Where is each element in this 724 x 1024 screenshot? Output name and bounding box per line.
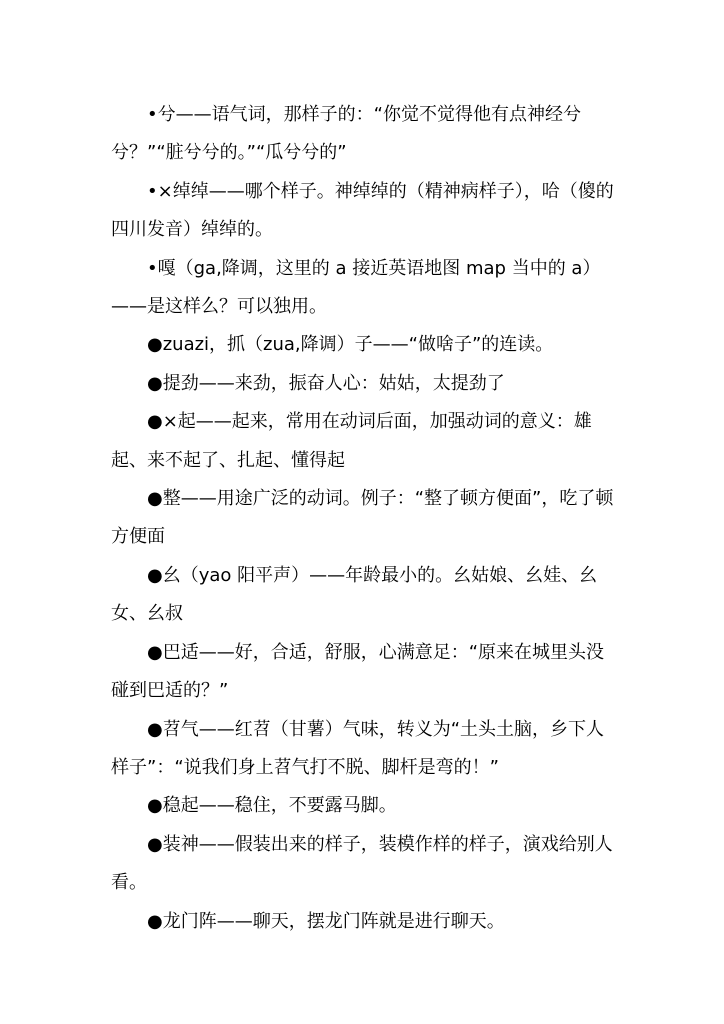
paragraph-chuochuo: •×绰绰——哪个样子。神绰绰的（精神病样子），哈（傻的四川发音）绰绰的。: [111, 180, 614, 241]
document-body: [111, 96, 616, 941]
paragraph-shaoqi: ●苕气——红苕（甘薯）气味，转义为“土头土脑，乡下人样子”：“说我们身上苕气打不脱、脚杆是弯的！”: [111, 718, 605, 778]
paragraph-longmenzhen: ●龙门阵——聊天，摆龙门阵就是进行聊天。: [147, 910, 505, 932]
paragraph-zuazi: ●zuazi，抓（zua,降调）子——“做啥子”的连读。: [147, 334, 554, 356]
paragraph-xixi: •兮——语气词，那样子的：“你觉不觉得他有点神经兮兮？”“脏兮兮的。”“瓜兮兮的”: [111, 104, 581, 164]
paragraph-yao: ●幺（yao 阳平声）——年龄最小的。幺姑娘、幺娃、幺女、幺叔: [111, 564, 598, 625]
paragraph-zhuangshen: ●装神——假装出来的样子，装模作样的样子，演戏给别人看。: [111, 833, 613, 894]
paragraph-wenqi: ●稳起——稳住，不要露马脚。: [147, 795, 397, 817]
paragraph-bashi: ●巴适——好，合适，舒服，心满意足：“原来在城里头没碰到巴适的？”: [111, 641, 605, 702]
paragraph-qi: ●×起——起来，常用在动词后面，加强动词的意义：雄起、来不起了、扎起、懂得起: [111, 411, 592, 471]
paragraph-zheng: ●整——用途广泛的动词。例子：“整了顿方便面”，吃了顿方便面: [111, 488, 614, 548]
paragraph-tijin: ●提劲——来劲，振奋人心：姑姑，太提劲了: [147, 372, 505, 394]
paragraph-ga: •嘎（ga,降调，这里的 a 接近英语地图 map 当中的 a）——是这样么？可以独用。: [111, 257, 601, 318]
